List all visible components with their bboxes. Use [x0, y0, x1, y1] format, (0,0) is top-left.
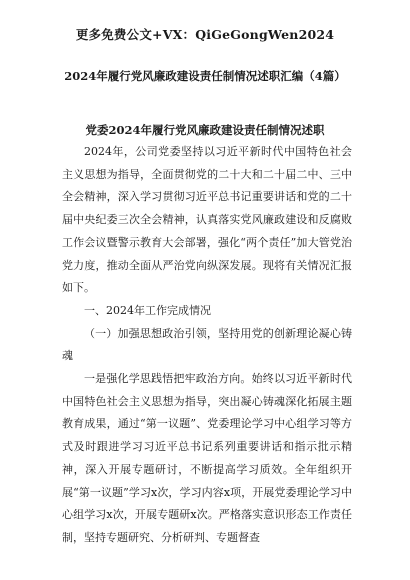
- section-heading: 一、2024年工作完成情况: [84, 303, 211, 317]
- point-paragraph: 一是强化学思践悟把牢政治方向。始终以习近平新时代中国特色社会主义思想为指导，突出凝心铸魂深化拓展主题教育成果，通过“第一议题”、党委理论学习中心组学习等方式及时跟进学习习近平总书记系列重要讲话和指示批示精神，深入开展专题研讨，不断提高学习质效。全年组织开展“第一议题”学习x次，学习内容x项，开展党委理论学习中心组学习x次，开展专题研x次。严格落实意识形态工作责任制，坚持专题研究、分析研判、专题督查: [62, 372, 352, 544]
- report-title: 党委2024年履行党风廉政建设责任制情况述职: [85, 123, 325, 137]
- document-body: [62, 141, 352, 550]
- intro-paragraph: 2024年，公司党委坚持以习近平新时代中国特色社会主义思想为指导，全面贯彻党的二十大和二十届二中、三中全会精神，深入学习贯彻习近平总书记重要讲话和党的二十届中央纪委三次全会精神，认真落实党风廉政建设和反腐败工作会议暨警示教育大会部署，强化“两个责任”加大管党治党力度，推动全面从严治党向纵深发展。现将有关情况汇报如下。: [62, 145, 352, 295]
- document-title: 2024年履行党风廉政建设责任制情况述职汇编（4篇）: [64, 69, 346, 83]
- promo-header: 更多免费公文+VX：QiGeGongWen2024: [75, 27, 335, 42]
- subsection-heading: （一）加强思想政治引领，坚持用党的创新理论凝心铸魂: [62, 326, 352, 363]
